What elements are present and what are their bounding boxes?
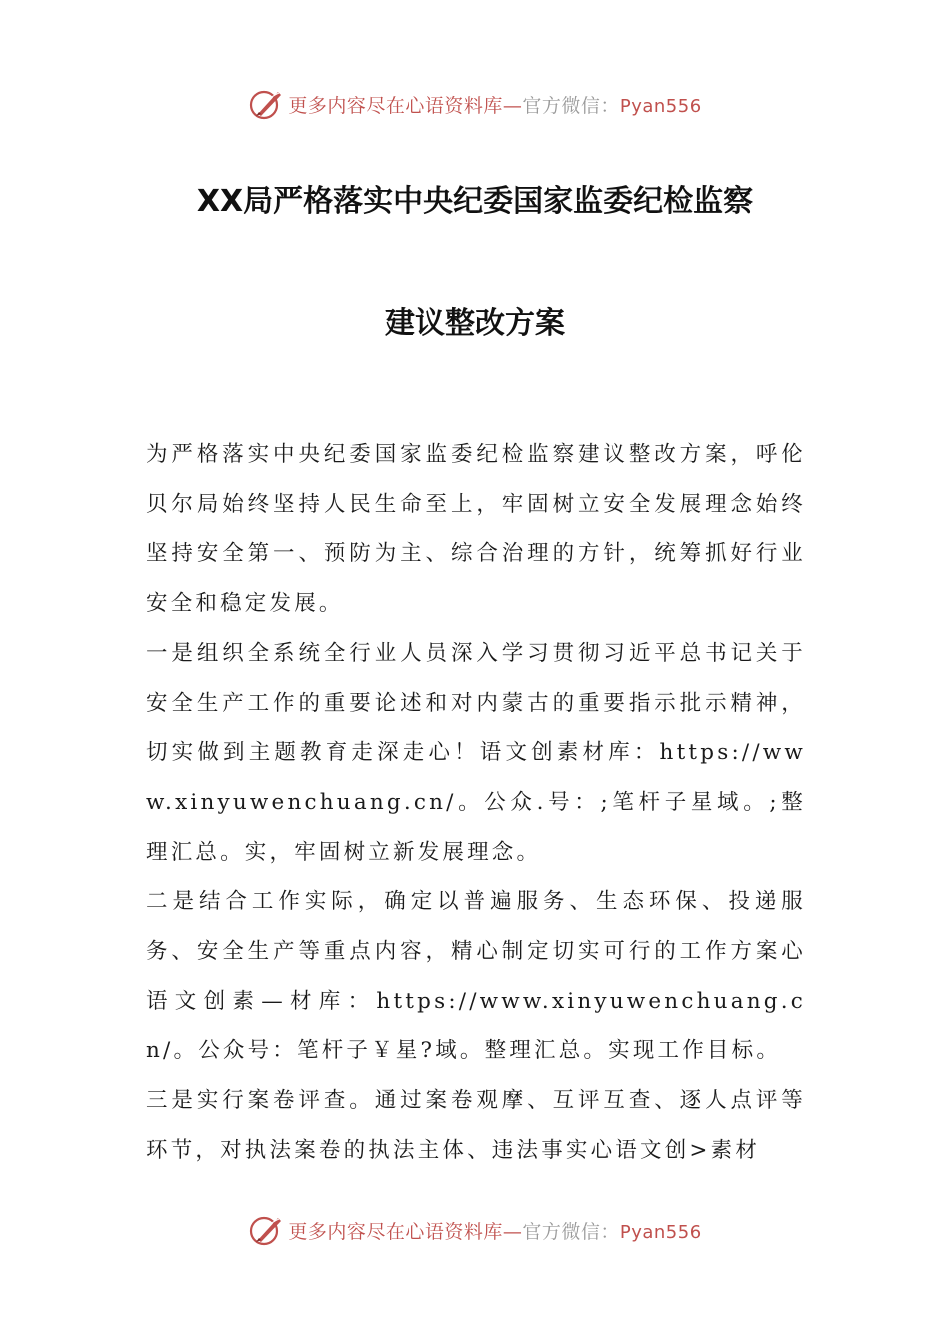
watermark-text	[288, 1217, 701, 1244]
document-body	[146, 430, 806, 1176]
watermark-dash: —	[502, 1220, 523, 1243]
watermark-banner-bottom	[0, 1210, 950, 1250]
document-title-line2: 建议整改方案	[385, 306, 565, 341]
paragraph: 二是结合工作实际，确定以普遍服务、生态环保、投递服务、安全生产等重点内容，精心制定切实可行的工作方案心语文创素—材库：https://www.xinyuwenchuang.cn/。公众号：笔杆子￥星?域。整理汇总。实现工作目标。	[146, 889, 806, 1064]
watermark-dash: —	[502, 94, 523, 117]
watermark-main: 更多内容尽在心语资料库	[288, 94, 503, 117]
watermark-wechat-id: Pyan556	[619, 95, 702, 117]
paragraph: 为严格落实中央纪委国家监委纪检监察建议整改方案，呼伦贝尔局始终坚持人民生命至上，牢固树立安全发展理念始终坚持安全第一、预防为主、综合治理的方针，统筹抓好行业安全和稳定发展。	[146, 442, 806, 617]
watermark-banner-top	[0, 84, 950, 124]
watermark-wechat-id: Pyan556	[619, 1221, 702, 1243]
paragraph: 一是组织全系统全行业人员深入学习贯彻习近平总书记关于安全生产工作的重要论述和对内蒙古的重要指示批示精神，切实做到主题教育走深走心！语文创素材库：https://www.xinyuwenchuang.cn/。公众.号：;笔杆子星域。;整理汇总。实，牢固树立新发展理念。	[146, 640, 806, 865]
watermark-main: 更多内容尽在心语资料库	[288, 1220, 503, 1243]
watermark-wechat-label: 官方微信：	[522, 94, 620, 117]
quill-logo-icon	[248, 1212, 284, 1248]
watermark-text	[288, 91, 701, 118]
watermark-wechat-label: 官方微信：	[522, 1220, 620, 1243]
paragraph: 三是实行案卷评查。通过案卷观摩、互评互查、逐人点评等环节，对执法案卷的执法主体、违法事实心语文创>素材	[146, 1088, 806, 1163]
document-title-line1: XX局严格落实中央纪委国家监委纪检监察	[196, 184, 754, 219]
quill-logo-icon	[248, 86, 284, 122]
